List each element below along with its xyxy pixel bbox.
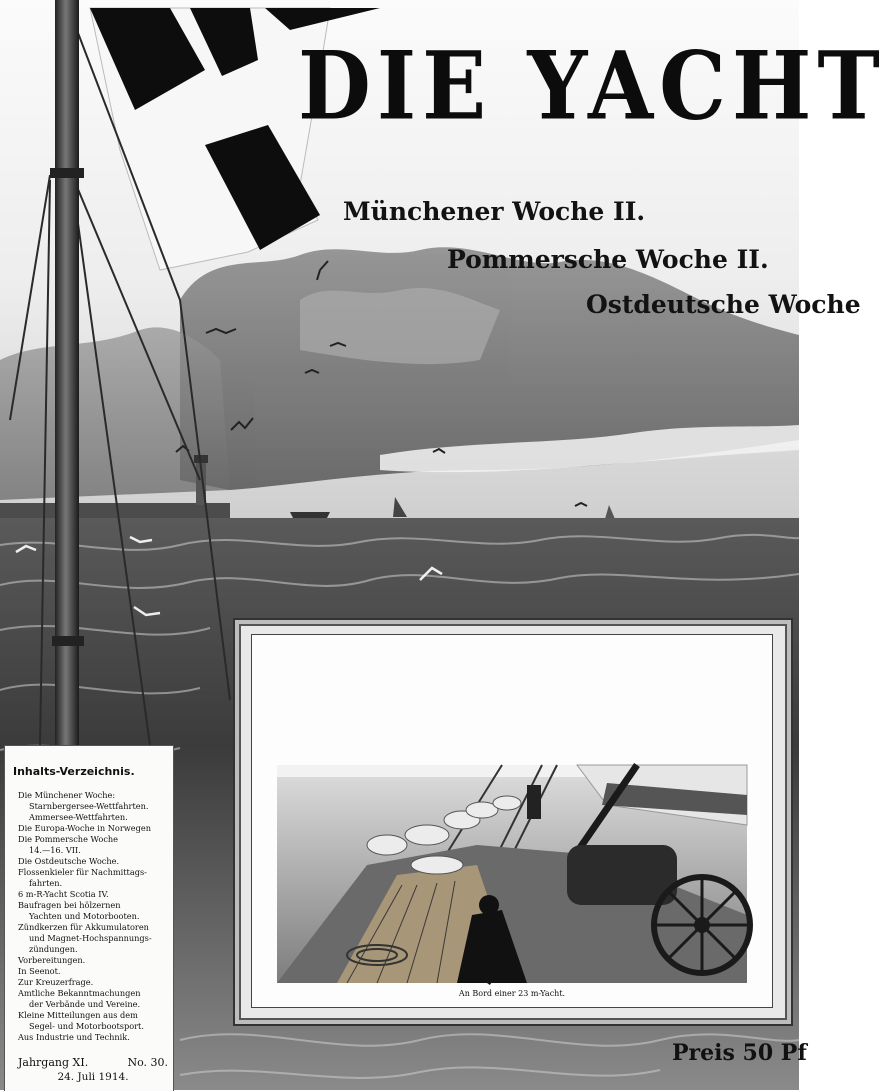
yacht-photograph — [277, 765, 747, 983]
toc-title: Inhalts-Verzeichnis. — [13, 765, 135, 778]
toc-item: Aus Industrie und Technik. — [18, 1032, 130, 1042]
toc-item: Baufragen bei hölzernen — [18, 900, 121, 910]
toc-item: Zur Kreuzerfrage. — [18, 977, 94, 987]
magazine-title: DIE YACHT — [298, 30, 886, 141]
toc-item: der Verbände und Vereine. — [29, 999, 141, 1009]
toc-item: Die Ostdeutsche Woche. — [18, 856, 120, 866]
toc-item: Die Pommersche Woche — [18, 834, 119, 844]
toc-item: In Seenot. — [18, 966, 61, 976]
issue-number: No. 30. — [127, 1056, 168, 1069]
toc-item: 14.—16. VII. — [29, 845, 81, 855]
toc-item: Kleine Mitteilungen aus dem — [18, 1010, 138, 1020]
photo-mat — [251, 634, 773, 1008]
toc-item: und Magnet-Hochspannungs- — [29, 933, 152, 943]
issue-date: 24. Juli 1914. — [57, 1071, 129, 1083]
toc-item: Vorbereitungen. — [18, 955, 86, 965]
subtitle-muenchener-woche: Münchener Woche II. — [343, 197, 646, 226]
toc-item: zündungen. — [29, 944, 78, 954]
issue-info — [18, 1056, 168, 1083]
volume-label: Jahrgang XI. — [18, 1056, 89, 1069]
price-label: Preis 50 Pf — [672, 1040, 807, 1066]
toc-item: fahrten. — [29, 878, 63, 888]
toc-item: Die Münchener Woche: — [18, 790, 116, 800]
toc-item: Flossenkieler für Nachmittags- — [18, 867, 147, 877]
photo-frame — [233, 618, 793, 1026]
toc-item: Yachten und Motorbooten. — [29, 911, 140, 921]
mast — [55, 0, 79, 745]
toc-list — [18, 790, 172, 1043]
toc-item: Amtliche Bekanntmachungen — [18, 988, 141, 998]
toc-item: Starnbergersee-Wettfahrten. — [29, 801, 149, 811]
subtitle-pommersche-woche: Pommersche Woche II. — [447, 245, 769, 274]
toc-item: Segel- und Motorbootsport. — [29, 1021, 144, 1031]
table-of-contents — [4, 745, 174, 1091]
toc-item: 6 m-R-Yacht Scotia IV. — [18, 889, 109, 899]
toc-item: Zündkerzen für Akkumulatoren — [18, 922, 149, 932]
toc-item: Ammersee-Wettfahrten. — [29, 812, 128, 822]
photo-caption: An Bord einer 23 m-Yacht. — [458, 989, 566, 998]
subtitle-ostdeutsche-woche: Ostdeutsche Woche — [586, 290, 861, 319]
toc-item: Die Europa-Woche in Norwegen — [18, 823, 151, 833]
